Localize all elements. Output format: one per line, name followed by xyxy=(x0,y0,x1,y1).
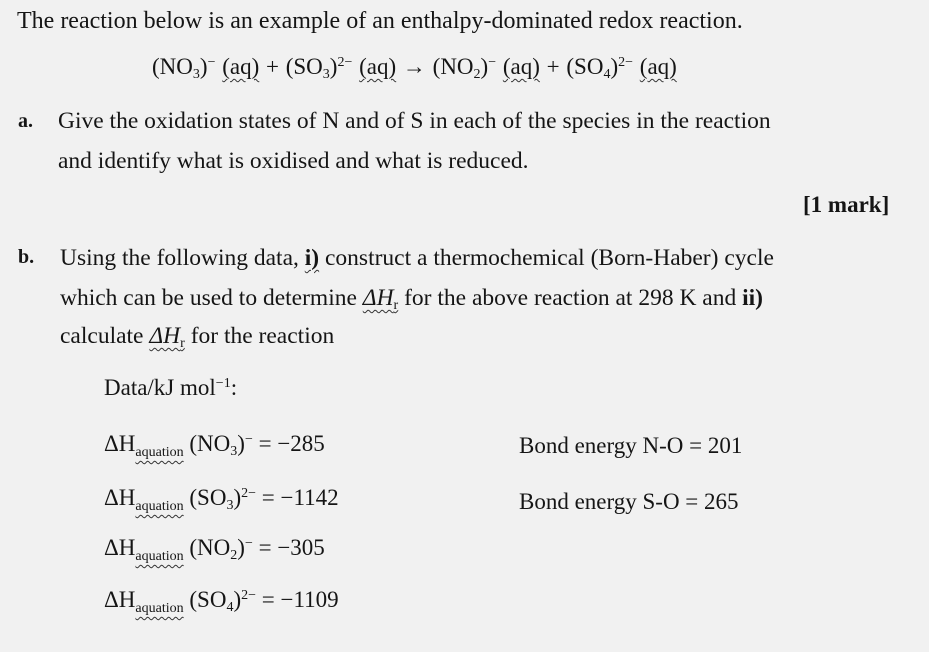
aquation-row-nitrite: $\Delta H_{aquation}$ $(NO_2)^- = -305$ xyxy=(104,535,325,564)
species-nitrate: $(NO_3)^-$ xyxy=(152,54,216,82)
part-b-line-2: which can be used to determine $\Delta H_r$ for the above reaction at 298 K and ii) xyxy=(60,285,763,313)
part-b-i-marker: i) xyxy=(304,245,320,271)
state-aq-3: (aq) xyxy=(502,54,540,79)
part-a-label: a. xyxy=(18,110,33,132)
part-b-ii-marker: ii) xyxy=(742,285,763,311)
state-aq-2: (aq) xyxy=(359,54,397,79)
plus-sign-1: + xyxy=(266,54,279,79)
species-nitrite: $(NO_2)^-$ xyxy=(432,54,497,82)
aquation-row-sulfate: $\Delta H_{aquation}$ $(SO_4)^{2-} = -1109$ xyxy=(104,587,339,616)
aquation-row-nitrate: $\Delta H_{aquation}$ $(NO_3)^- = -285$ xyxy=(104,431,325,460)
part-b-line-1: Using the following data, i) construct a thermochemical (Born-Haber) cycle xyxy=(60,245,774,271)
state-aq-4: (aq) xyxy=(639,54,677,79)
part-b-line-3: calculate $\Delta H_r$ for the reaction xyxy=(60,323,335,351)
part-b-label: b. xyxy=(18,246,35,268)
plus-sign-2: + xyxy=(546,54,560,79)
intro-text: The reaction below is an example of an enthalpy-dominated redox reaction. xyxy=(17,8,743,34)
reaction-equation xyxy=(152,52,677,82)
part-a-mark: [1 mark] xyxy=(803,192,890,217)
species-sulfite: $(SO_3)^{2-}$ xyxy=(285,54,353,82)
species-sulfate: $(SO_4)^{2-}$ xyxy=(566,54,634,82)
reaction-arrow: → xyxy=(402,54,426,79)
part-a-line-2: and identify what is oxidised and what is reduced. xyxy=(58,148,529,174)
bond-energy-n-o: Bond energy N-O = 201 xyxy=(519,433,743,458)
state-aq-1: (aq) xyxy=(222,54,260,79)
part-a-line-1: Give the oxidation states of N and of S in each of the species in the reaction xyxy=(58,108,771,134)
delta-h-r-1: $\Delta H_r$ xyxy=(362,285,399,313)
aquation-row-sulfite: $\Delta H_{aquation}$ $(SO_3)^{2-} = -1142$ xyxy=(104,485,339,514)
bond-energy-s-o: Bond energy S-O = 265 xyxy=(519,489,739,514)
delta-h-r-2: $\Delta H_r$ xyxy=(149,323,185,351)
data-heading: Data/kJ mol$^{-1}$: xyxy=(104,375,238,400)
